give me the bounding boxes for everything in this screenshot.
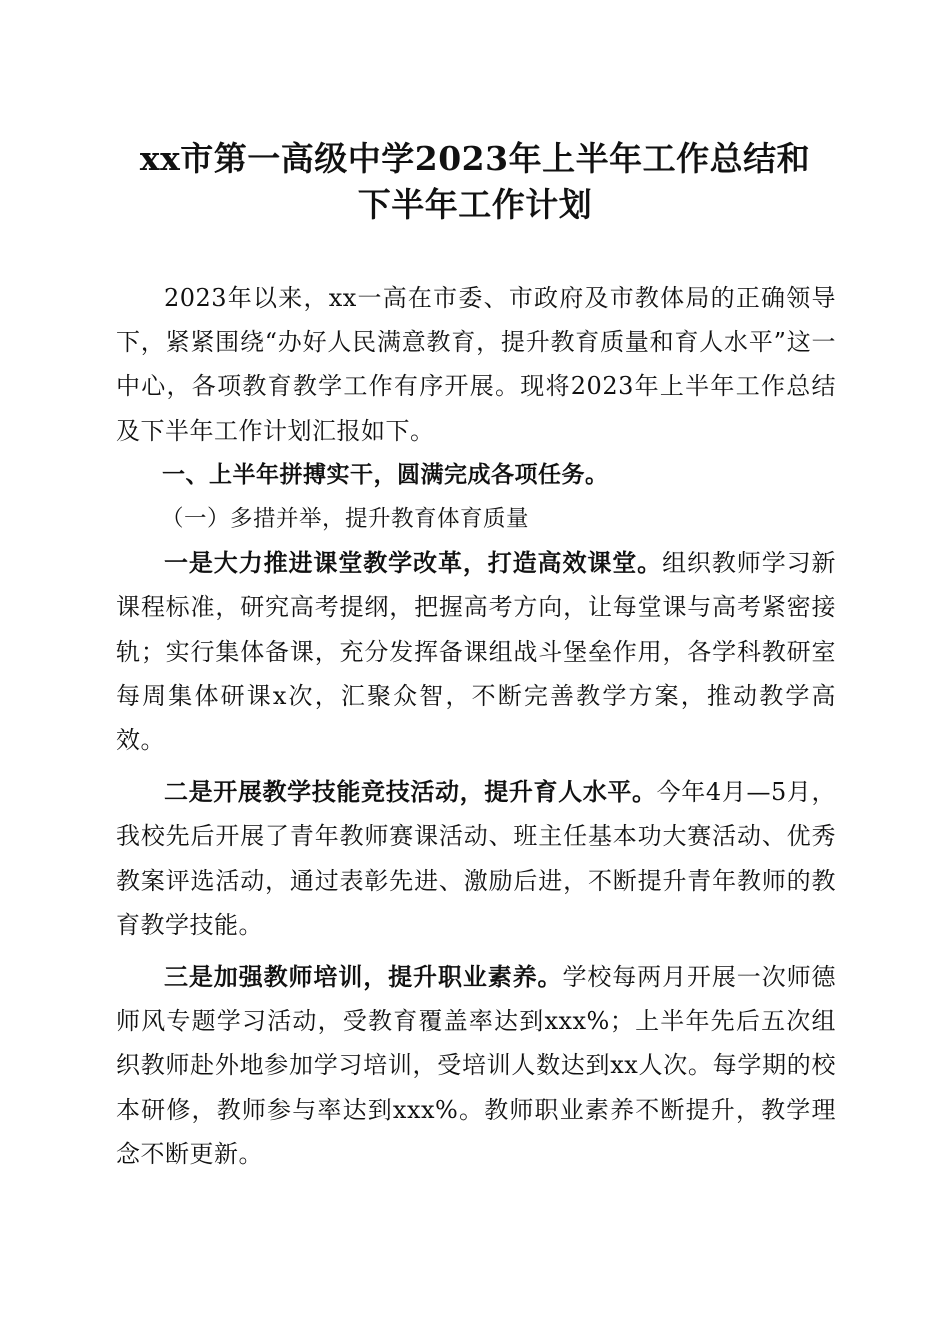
body-paragraph <box>116 955 836 1176</box>
intro-paragraph: 2023年以来，xx一高在市委、市政府及市教体局的正确领导下，紧紧围绕“办好人民满意教育，提升教育质量和育人水平”这一中心，各项教育教学工作有序开展。现将2023年上半年工作总结及下半年工作计划汇报如下。 <box>116 284 836 445</box>
paragraph-text: 组织教师学习新课程标准，研究高考提纲，把握高考方向，让每堂课与高考紧密接轨；实行集体备课，充分发挥备课组战斗堡垒作用，各学科教研室每周集体研课x次，汇聚众智，不断完善教学方案，推动教学高效。 <box>116 549 837 755</box>
paragraph-lead: 三是加强教师培训，提升职业素养。 <box>164 963 563 992</box>
body-paragraph <box>116 541 836 762</box>
title-line-2: 下半年工作计划 <box>357 185 593 224</box>
document-title <box>60 136 890 228</box>
paragraph-lead: 一是大力推进课堂教学改革，打造高效课堂。 <box>164 549 663 578</box>
document-body <box>116 276 836 1176</box>
paragraph-text: 今年4月—5月，我校先后开展了青年教师赛课活动、班主任基本功大赛活动、优秀教案评选活动，通过表彰先进、激励后进，不断提升青年教师的教育教学技能。 <box>116 778 836 939</box>
title-line-1: xx市第一高级中学2023年上半年工作总结和 <box>139 139 811 178</box>
section-heading: 一、上半年拼搏实干，圆满完成各项任务。 <box>162 461 609 488</box>
subsection-heading: （一）多措并举，提升教育体育质量 <box>161 506 530 533</box>
paragraph-lead: 二是开展教学技能竞技活动，提升育人水平。 <box>164 778 657 807</box>
paragraph-text: 学校每两月开展一次师德师风专题学习活动，受教育覆盖率达到xxx%；上半年先后五次组织教师赴外地参加学习培训，受培训人数达到xx人次。每学期的校本研修，教师参与率达到xxx%。教师职业素养不断提升，教学理念不断更新。 <box>116 963 837 1168</box>
body-paragraph <box>116 770 836 947</box>
